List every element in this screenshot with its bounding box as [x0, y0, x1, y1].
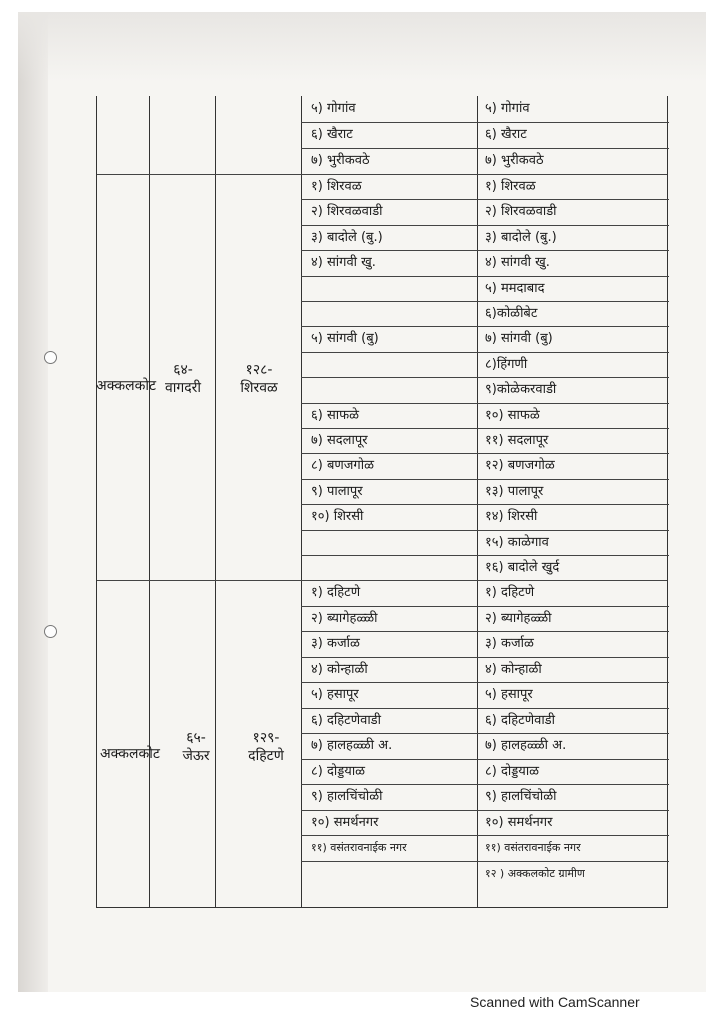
village-cell-new: ५) गोगांव	[485, 101, 530, 116]
village-cell-new: १) दहिटणे	[485, 585, 535, 600]
scanner-watermark: Scanned with CamScanner	[470, 994, 640, 1010]
village-cell-new: ११) सदलापूर	[485, 433, 549, 448]
village-table	[96, 96, 668, 908]
row-divider	[301, 403, 669, 404]
village-cell-old: ५) हसापूर	[311, 687, 359, 702]
village-cell-new: ५) ममदाबाद	[485, 280, 545, 296]
sajja-name: शिरवळ	[240, 380, 278, 396]
village-cell-old: १) दहिटणे	[311, 585, 361, 600]
row-divider	[301, 479, 669, 480]
village-cell-old: १०) शिरसी	[311, 509, 364, 525]
village-cell-new: १०) साफळे	[485, 407, 540, 423]
village-cell-new: ११) वसंतरावनाईक नगर	[485, 841, 581, 854]
village-cell-new: १२) बणजगोळ	[485, 458, 555, 474]
row-divider	[301, 682, 669, 683]
row-divider	[301, 276, 669, 277]
village-cell-old: ८) बणजगोळ	[311, 458, 374, 474]
village-cell-new: २) शिरवळवाडी	[485, 204, 557, 220]
village-cell-new: ६) खैराट	[485, 127, 527, 142]
row-divider	[301, 453, 669, 454]
sajja-number: १२८-	[245, 362, 273, 378]
row-divider	[301, 199, 669, 200]
village-cell-new: ९) हालचिंचोळी	[485, 789, 557, 804]
row-divider	[301, 810, 669, 811]
village-cell-old: ४) कोन्हाळी	[311, 661, 368, 677]
village-cell-new: ६) दहिटणेवाडी	[485, 712, 556, 728]
taluka-name: अक्कलकोट	[96, 378, 157, 394]
row-divider	[301, 122, 669, 123]
village-cell-new: ८)हिंगणी	[485, 356, 528, 372]
village-cell-old: ७) सदलापूर	[311, 433, 368, 448]
village-cell-old: ६) साफळे	[311, 407, 360, 423]
village-cell-old: ३) बादोले (बु.)	[311, 229, 383, 245]
village-cell-old: ५) सांगवी (बु)	[311, 331, 379, 347]
block-separator	[97, 174, 667, 175]
row-divider	[301, 352, 669, 353]
village-cell-old: ६) खैराट	[311, 127, 353, 142]
row-divider	[301, 606, 669, 607]
punch-hole-icon	[44, 351, 57, 364]
row-divider	[301, 326, 669, 327]
circle-number: ६५-	[186, 730, 206, 746]
circle-name: वागदरी	[164, 380, 202, 396]
taluka-name: अक्कलकोट	[99, 746, 160, 762]
village-cell-new: ८) दोड्डयाळ	[485, 763, 540, 779]
village-cell-old: ४) सांगवी खु.	[311, 255, 376, 271]
row-divider	[301, 733, 669, 734]
village-cell-new: १) शिरवळ	[485, 179, 536, 194]
row-divider	[301, 148, 669, 149]
row-divider	[301, 759, 669, 760]
column-divider	[149, 96, 150, 907]
column-divider	[477, 96, 478, 907]
village-cell-new: ३) कर्जाळ	[485, 636, 534, 651]
row-divider	[301, 377, 669, 378]
row-divider	[301, 428, 669, 429]
village-cell-new: ४) सांगवी खु.	[485, 255, 550, 271]
village-cell-old: ६) दहिटणेवाडी	[311, 712, 382, 728]
row-divider	[301, 784, 669, 785]
village-cell-new: ३) बादोले (बु.)	[485, 229, 557, 245]
village-cell-old: ७) हालहळ्ळी अ.	[311, 738, 393, 753]
row-divider	[301, 250, 669, 251]
circle-name: जेऊर	[182, 748, 210, 764]
page-shadow-top	[18, 12, 706, 82]
village-cell-old: ५) गोगांव	[311, 101, 356, 116]
village-cell-old: ११) वसंतरावनाईक नगर	[311, 841, 407, 854]
village-cell-new: १५) काळेगाव	[485, 534, 549, 550]
sajja-number: १२९-	[252, 730, 280, 746]
village-cell-old: ९) पालापूर	[311, 483, 363, 499]
circle-number: ६४-	[173, 362, 193, 378]
punch-hole-icon	[44, 625, 57, 638]
village-cell-new: २) ब्यागेहळ्ळी	[485, 610, 552, 626]
row-divider	[301, 861, 669, 862]
village-cell-old: ३) कर्जाळ	[311, 636, 360, 651]
row-divider	[301, 555, 669, 556]
row-divider	[301, 708, 669, 709]
row-divider	[301, 657, 669, 658]
village-cell-new: १२ ) अक्कलकोट ग्रामीण	[485, 866, 585, 880]
block-separator	[97, 580, 667, 581]
village-cell-new: ७) सांगवी (बु)	[485, 331, 553, 347]
village-cell-new: १०) समर्थनगर	[485, 814, 553, 830]
village-cell-new: ६)कोळीबेट	[485, 306, 538, 321]
village-cell-new: १३) पालापूर	[485, 483, 544, 499]
village-cell-new: ४) कोन्हाळी	[485, 661, 542, 677]
column-divider	[215, 96, 216, 907]
village-cell-old: ८) दोड्डयाळ	[311, 763, 366, 779]
village-cell-old: २) ब्यागेहळ्ळी	[311, 610, 378, 626]
row-divider	[301, 301, 669, 302]
row-divider	[301, 835, 669, 836]
row-divider	[301, 225, 669, 226]
page-shadow-left	[18, 12, 48, 992]
village-cell-new: १६) बादोले खुर्द	[485, 560, 560, 575]
village-cell-new: ७) हालहळ्ळी अ.	[485, 738, 567, 753]
village-cell-new: ७) भुरीकवठे	[485, 153, 544, 168]
village-cell-old: १०) समर्थनगर	[311, 814, 379, 830]
village-cell-old: २) शिरवळवाडी	[311, 204, 383, 220]
row-divider	[301, 530, 669, 531]
village-cell-old: ७) भुरीकवठे	[311, 153, 370, 168]
village-cell-old: ९) हालचिंचोळी	[311, 789, 383, 804]
village-cell-new: ९)कोळेकरवाडी	[485, 382, 557, 398]
village-cell-new: १४) शिरसी	[485, 509, 538, 525]
column-divider	[301, 96, 302, 907]
sajja-name: दहिटणे	[248, 748, 284, 764]
row-divider	[301, 504, 669, 505]
village-cell-old: १) शिरवळ	[311, 179, 362, 194]
village-cell-new: ५) हसापूर	[485, 687, 533, 702]
row-divider	[301, 631, 669, 632]
